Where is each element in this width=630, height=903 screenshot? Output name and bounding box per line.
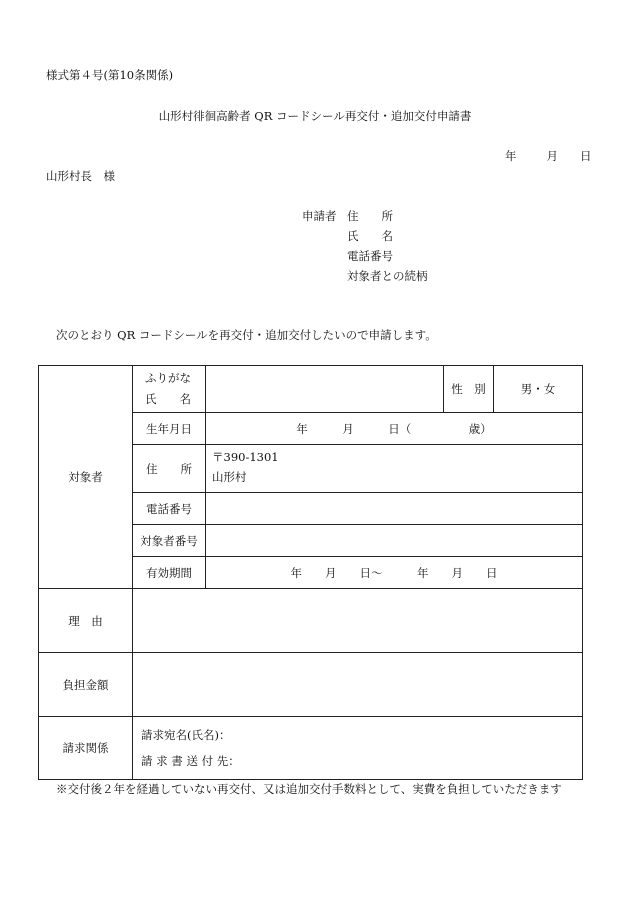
addressee: 山形村長 様 [46, 169, 115, 183]
gender-options[interactable]: 男・女 [494, 366, 583, 413]
date-line [505, 148, 592, 164]
subject-number-label: 対象者番号 [133, 525, 206, 557]
applicant-label: 申請者 [302, 209, 337, 223]
intro-text: 次のとおり QR コードシールを再交付・追加交付したいので申請します。 [56, 328, 437, 342]
name-label: 氏 名 [145, 392, 191, 406]
birthdate-field[interactable]: 年 月 日（ 歳） [206, 413, 583, 445]
postal-code: 〒390-1301 [212, 450, 279, 464]
billing-label: 請求関係 [39, 717, 133, 780]
village-name: 山形村 [212, 470, 247, 484]
form-number: 様式第４号(第10条関係) [46, 68, 174, 82]
furigana-name-label [133, 366, 206, 413]
phone-label: 電話番号 [133, 493, 206, 525]
applicant-relation-label: 対象者との続柄 [347, 269, 428, 283]
applicant-name-label: 氏 名 [347, 229, 393, 243]
fee-label: 負担金額 [39, 653, 133, 717]
address-field[interactable] [206, 445, 583, 493]
date-day: 日 [580, 149, 592, 163]
name-field[interactable] [206, 366, 444, 413]
fee-field[interactable] [133, 653, 583, 717]
reason-field[interactable] [133, 589, 583, 653]
applicant-phone-label: 電話番号 [347, 249, 393, 263]
subject-label: 対象者 [39, 366, 133, 589]
gender-label: 性 別 [444, 366, 494, 413]
billing-name-label: 請求宛名(氏名)： [141, 728, 231, 742]
application-table [38, 365, 583, 780]
reason-label: 理 由 [39, 589, 133, 653]
billing-field[interactable] [133, 717, 583, 780]
validity-field[interactable]: 年 月 日～ 年 月 日 [206, 557, 583, 589]
applicant-address-label: 住 所 [347, 209, 393, 223]
address-label: 住 所 [133, 445, 206, 493]
birthdate-label: 生年月日 [133, 413, 206, 445]
subject-number-field[interactable] [206, 525, 583, 557]
phone-field[interactable] [206, 493, 583, 525]
footnote: ※交付後２年を経過していない再交付、又は追加交付手数料として、実費を負担していただきます [56, 782, 562, 796]
billing-address-label: 請 求 書 送 付 先： [141, 754, 240, 768]
furigana-label: ふりがな [145, 371, 191, 385]
date-month: 月 [546, 149, 558, 163]
date-year: 年 [505, 149, 517, 163]
document-title: 山形村徘徊高齢者 QR コードシール再交付・追加交付申請書 [158, 109, 472, 123]
validity-label: 有効期間 [133, 557, 206, 589]
